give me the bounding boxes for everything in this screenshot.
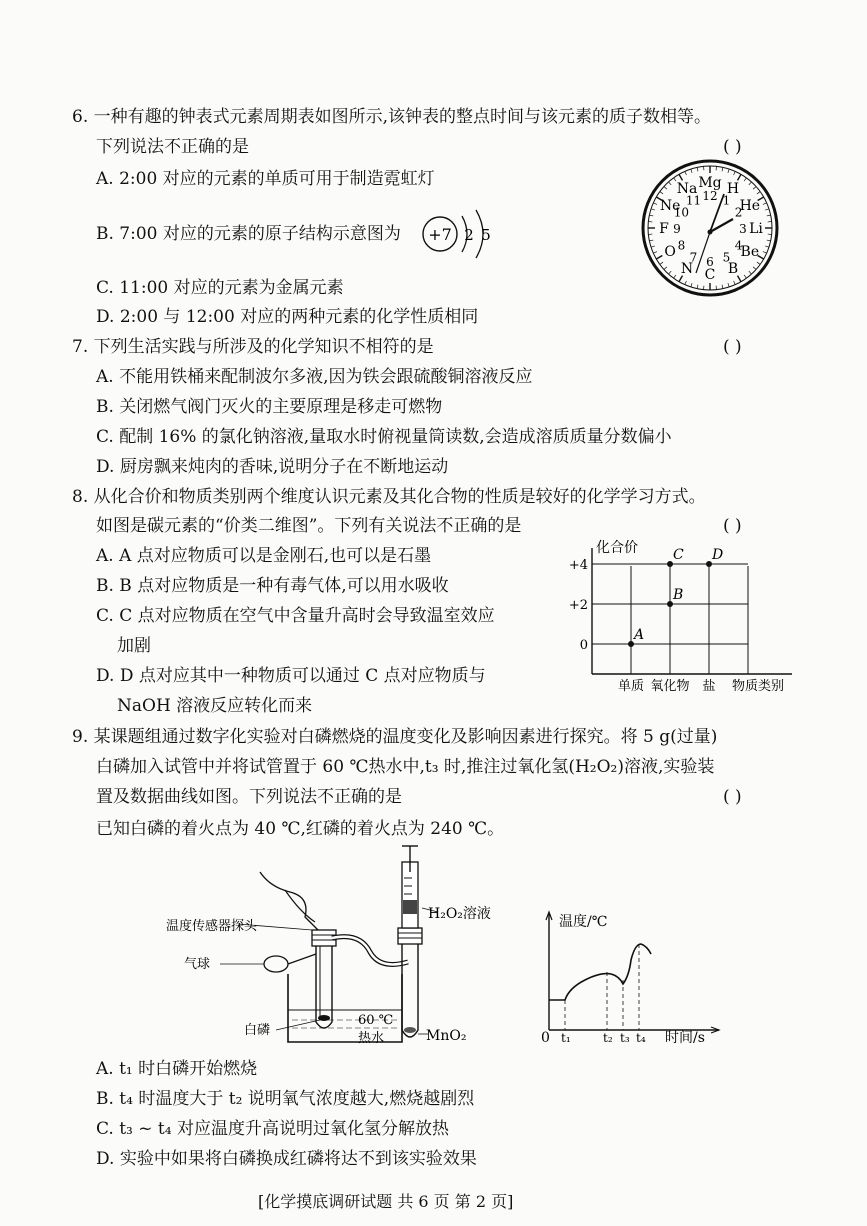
q8-option-a: A. A 点对应物质可以是金刚石,也可以是石墨 (96, 546, 432, 566)
chart-point-label-C: C (673, 547, 684, 563)
probe-label: 温度传感器探头 (166, 919, 258, 934)
temperature-curve (549, 944, 651, 1000)
valence-class-chart (560, 538, 800, 693)
clock-number-9: 9 (673, 222, 681, 236)
q9-stem-line2: 白磷加入试管中并将试管置于 60 ℃热水中,t₃ 时,推注过氧化氢(H₂O₂)溶液,实验装 (96, 757, 715, 777)
chart-ytick: 0 (579, 638, 588, 653)
clock-element-Li: Li (749, 221, 763, 237)
clock-number-4: 4 (734, 238, 743, 253)
graph-tick-t2: t₂ (603, 1031, 613, 1045)
q9-answer-blank: ( ) (723, 787, 742, 807)
phosphorus-label: 白磷 (244, 1023, 271, 1038)
clock-number-5: 5 (722, 250, 731, 265)
clock-element-Na: Na (676, 181, 698, 198)
chart-point-label-A: A (634, 627, 645, 643)
q9-note: 已知白磷的着火点为 40 ℃,红磷的着火点为 240 ℃。 (96, 819, 505, 839)
chart-y-axis-label: 化合价 (596, 540, 638, 556)
q6-answer-blank: ( ) (723, 137, 742, 157)
q8-option-c-line1: C. C 点对应物质在空气中含量升高时会导致温室效应 (96, 606, 495, 626)
chart-x-axis-label: 物质类别 (732, 679, 785, 694)
clock-number-2: 2 (734, 205, 743, 220)
h2o2-label: H₂O₂溶液 (428, 906, 491, 922)
atom-shell1-electrons: 2 (464, 226, 474, 244)
clock-number-6: 6 (706, 255, 714, 269)
graph-y-axis-label: 温度/℃ (559, 914, 608, 930)
apparatus-diagram (160, 842, 500, 1052)
chart-category-label: 盐 (702, 679, 716, 694)
graph-tick-t4: t₄ (636, 1031, 646, 1045)
q7-option-d: D. 厨房飘来炖肉的香味,说明分子在不断地运动 (96, 457, 449, 477)
clock-number-1: 1 (722, 193, 731, 208)
balloon-label: 气球 (184, 957, 211, 972)
q6-option-c: C. 11:00 对应的元素为金属元素 (96, 278, 344, 298)
q6-option-a: A. 2:00 对应的元素的单质可用于制造霓虹灯 (96, 169, 435, 189)
clock-element-O: O (664, 244, 676, 260)
q7-option-b: B. 关闭燃气阀门灭火的主要原理是移走可燃物 (96, 397, 443, 417)
balloon-shape (264, 956, 288, 972)
page-footer: [化学摸底调研试题 共 6 页 第 2 页] (258, 1192, 514, 1211)
right-test-tube-stopper (398, 928, 422, 944)
q7-answer-blank: ( ) (723, 337, 742, 357)
clock-number-7: 7 (689, 250, 698, 265)
clock-element-Ne: Ne (659, 198, 681, 214)
q7-option-c: C. 配制 16% 的氯化钠溶液,量取水时俯视量筒读数,会造成溶质质量分数偏小 (96, 427, 672, 447)
q9-option-c: C. t₃ ~ t₄ 对应温度升高说明过氧化氢分解放热 (96, 1119, 449, 1139)
clock-number-11: 11 (685, 193, 702, 208)
clock-number-3: 3 (739, 222, 747, 236)
q8-stem-line1: 8. 从化合价和物质类别两个维度认识元素及其化合物的性质是较好的化学学习方式。 (72, 487, 706, 507)
q6-stem-line1: 6. 一种有趣的钟表式元素周期表如图所示,该钟表的整点时间与该元素的质子数相等。 (72, 107, 712, 127)
graph-tick-t1: t₁ (561, 1031, 571, 1045)
chart-ytick: +4 (568, 558, 588, 573)
chart-ytick: +2 (568, 598, 588, 613)
q9-option-d: D. 实验中如果将白磷换成红磷将达不到该实验效果 (96, 1149, 477, 1169)
q8-answer-blank: ( ) (723, 516, 742, 536)
periodic-clock-diagram (640, 158, 780, 298)
chart-point-label-D: D (712, 547, 724, 563)
q9-option-b: B. t₄ 时温度大于 t₂ 说明氧气浓度越大,燃烧越剧烈 (96, 1089, 475, 1109)
clock-element-F: F (659, 221, 669, 237)
clock-element-N: N (680, 260, 694, 277)
temperature-time-graph (535, 900, 725, 1050)
q8-option-c-line2: 加剧 (117, 636, 151, 656)
q9-stem-line3: 置及数据曲线如图。下列说法不正确的是 (96, 787, 402, 807)
q7-stem: 7. 下列生活实践与所涉及的化学知识不相符的是 (72, 337, 434, 357)
q8-stem-line2: 如图是碳元素的“价类二维图”。下列有关说法不正确的是 (96, 516, 522, 536)
clock-element-C: C (704, 267, 716, 283)
clock-element-B: B (727, 260, 739, 277)
catalyst-label: MnO₂ (426, 1028, 467, 1044)
atom-structure-diagram (418, 208, 498, 264)
q6-stem-line2: 下列说法不正确的是 (96, 137, 249, 157)
q6-option-b: B. 7:00 对应的元素的原子结构示意图为 (96, 224, 401, 244)
clock-element-Mg: Mg (698, 175, 722, 191)
chart-category-label: 氧化物 (650, 679, 690, 694)
clock-element-Be: Be (740, 244, 760, 260)
water-temp-label: 60 ℃ (358, 1013, 394, 1028)
graph-x-axis-label: 时间/s (665, 1030, 705, 1046)
q6-option-d: D. 2:00 与 12:00 对应的两种元素的化学性质相同 (96, 307, 479, 327)
atom-shell2-electrons: 5 (481, 226, 491, 244)
clock-element-H: H (726, 181, 740, 198)
clock-number-12: 12 (702, 189, 718, 203)
chart-point-label-B: B (673, 587, 684, 603)
atom-nucleus-charge: +7 (428, 225, 452, 244)
q8-option-b: B. B 点对应物质是一种有毒气体,可以用水吸收 (96, 576, 449, 596)
q7-option-a: A. 不能用铁桶来配制波尔多液,因为铁会跟硫酸铜溶液反应 (96, 367, 533, 387)
q8-option-d-line2: NaOH 溶液反应转化而来 (117, 696, 313, 716)
clock-number-8: 8 (677, 238, 686, 253)
q9-stem-line1: 9. 某课题组通过数字化实验对白磷燃烧的温度变化及影响因素进行探究。将 5 g(过量) (72, 727, 718, 747)
q9-option-a: A. t₁ 时白磷开始燃烧 (96, 1059, 258, 1079)
clock-element-He: He (739, 198, 761, 214)
clock-number-10: 10 (673, 205, 690, 220)
water-label: 热水 (358, 1031, 385, 1046)
graph-origin-label: 0 (541, 1030, 550, 1046)
graph-tick-t3: t₃ (620, 1031, 630, 1045)
q8-option-d-line1: D. D 点对应其中一种物质可以通过 C 点对应物质与 (96, 666, 486, 686)
chart-category-label: 单质 (617, 679, 645, 694)
